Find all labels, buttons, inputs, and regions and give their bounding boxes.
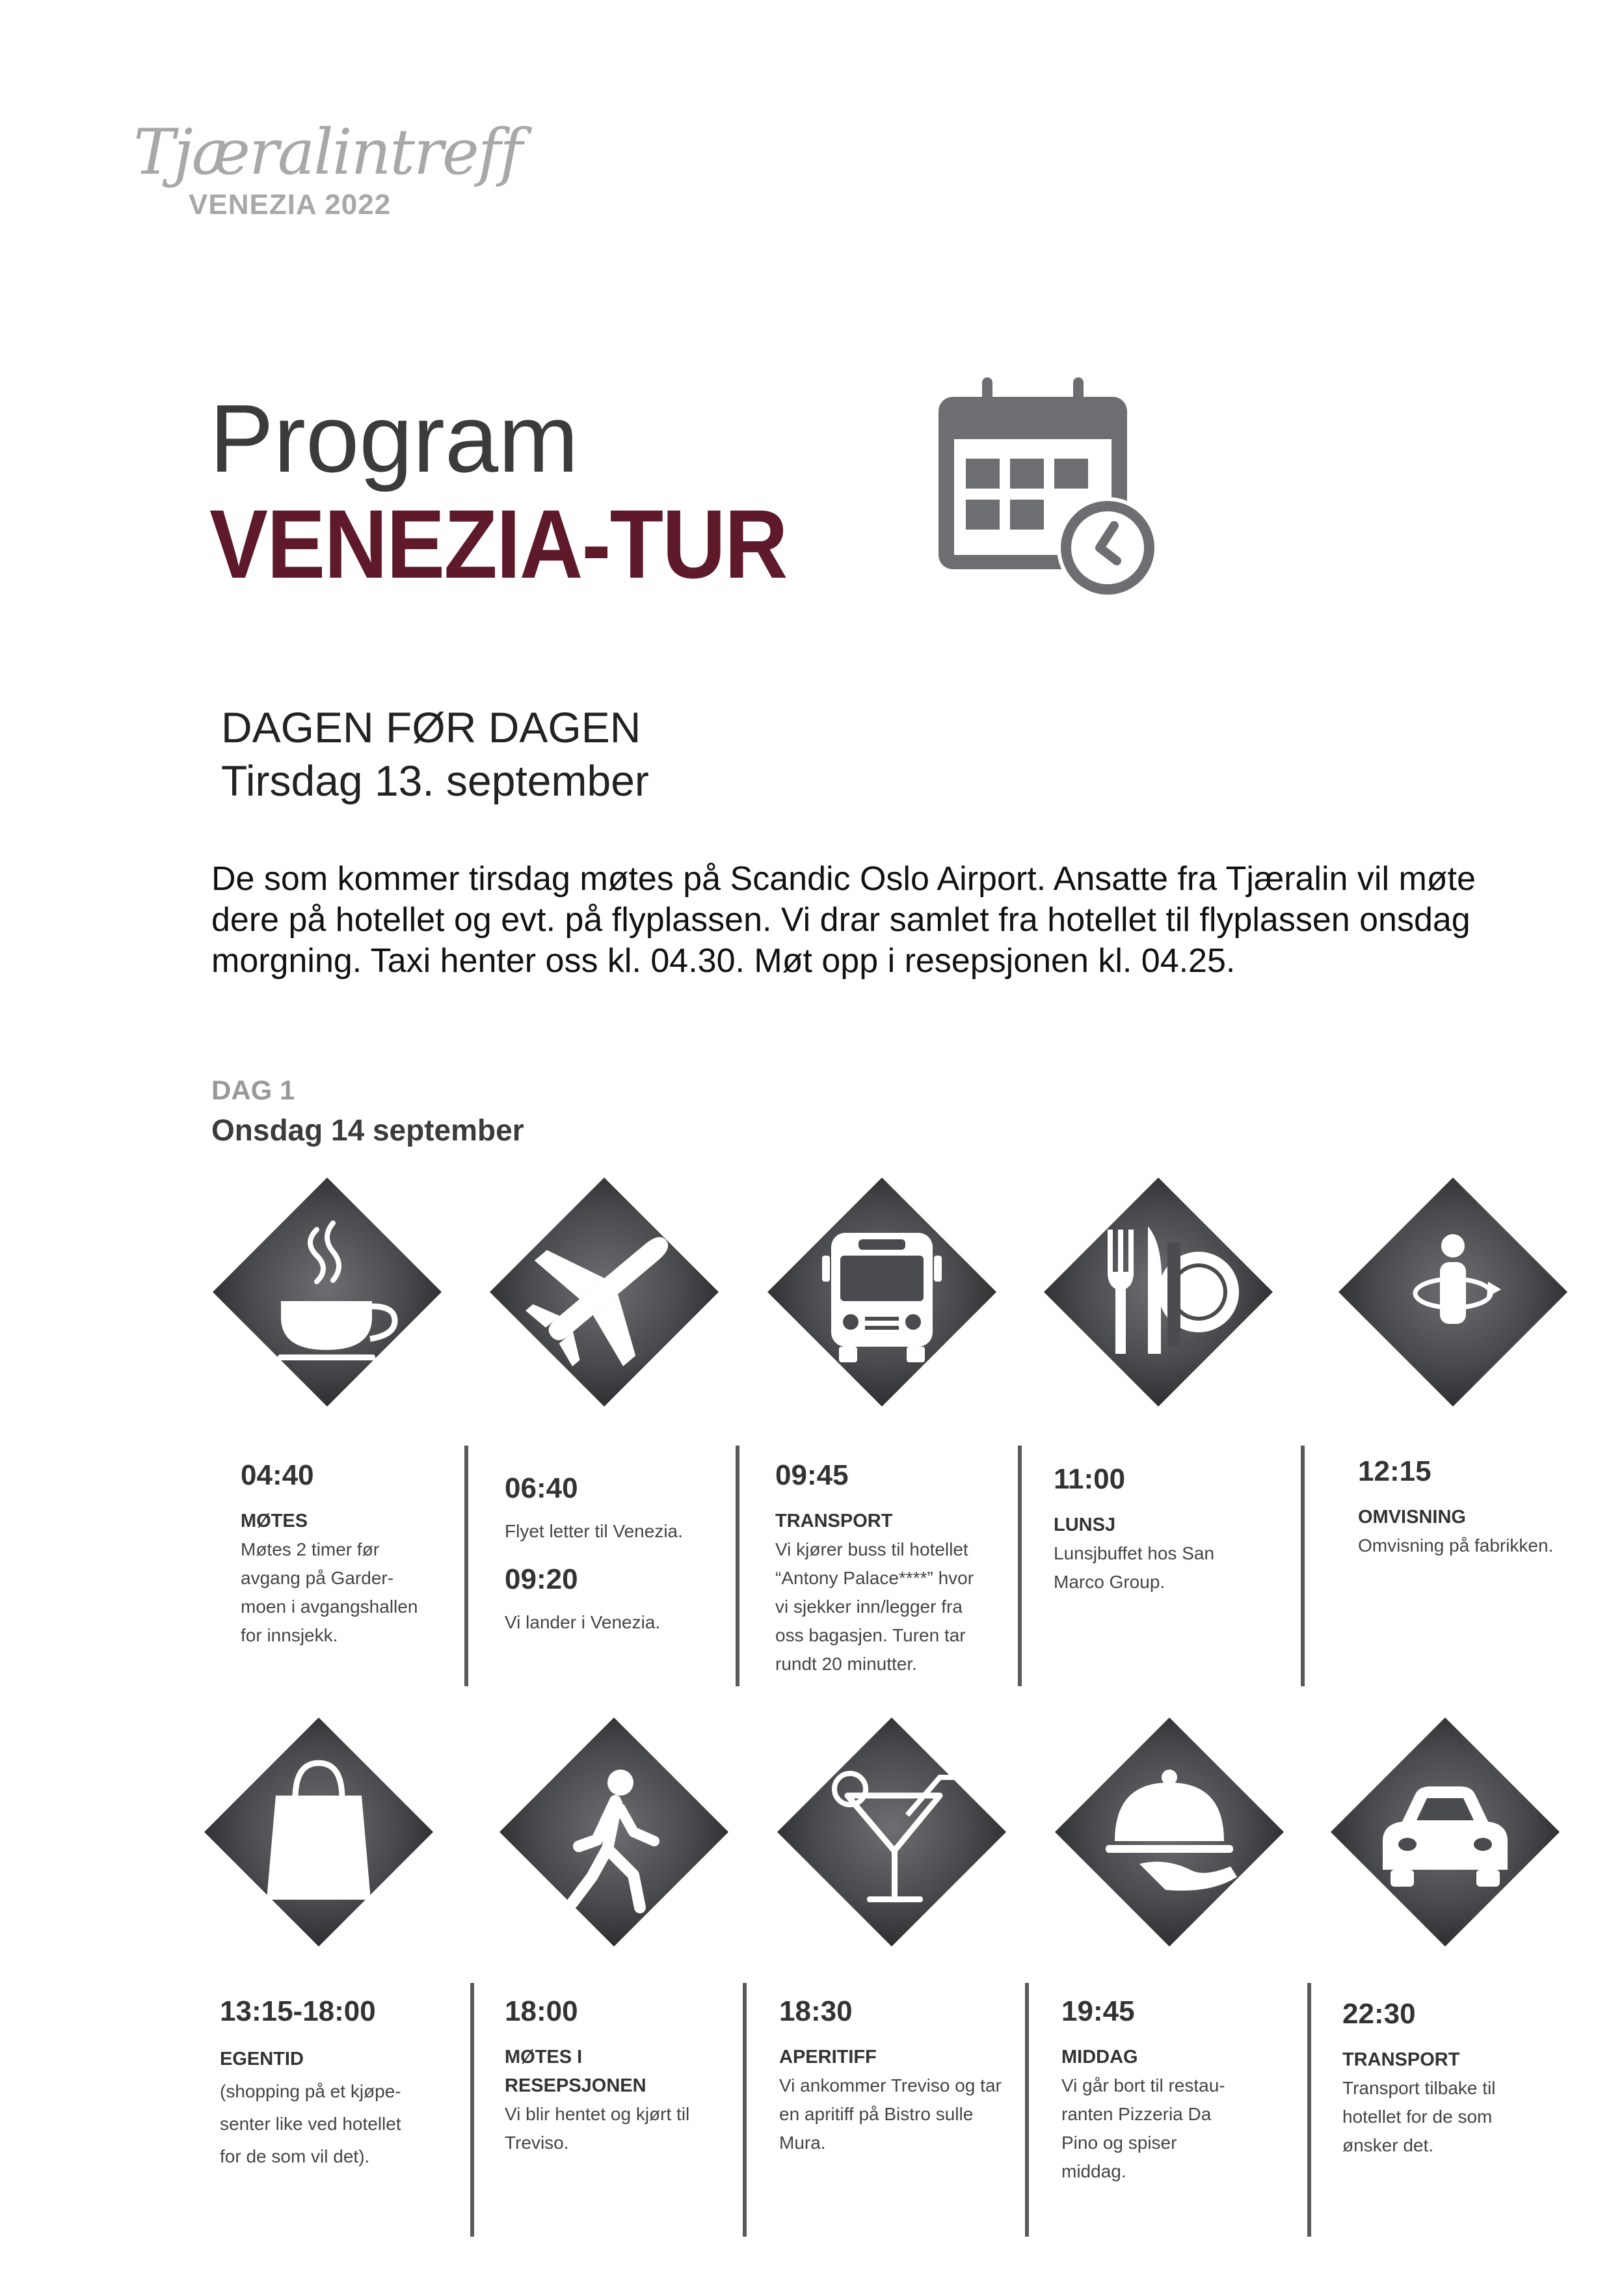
pre-day-heading: DAGEN FØR DAGEN (221, 703, 641, 751)
event-heading: TRANSPORT (775, 1511, 893, 1531)
event-time-2: 09:20 (505, 1563, 578, 1595)
bus-icon (767, 1178, 996, 1407)
shopping-bag-icon (204, 1717, 433, 1946)
event-heading: EGENTID (220, 2049, 304, 2069)
divider (470, 1983, 474, 2237)
person-tour-icon (1338, 1178, 1567, 1407)
event-2230 (1342, 1997, 1577, 2160)
event-1100 (1054, 1462, 1288, 1596)
event-body: Omvisning på fabrikken. (1358, 1535, 1554, 1556)
event-body: Lunsjbuffet hos San Marco Group. (1054, 1543, 1215, 1592)
car-icon (1331, 1717, 1560, 1946)
coffee-cup-icon (213, 1178, 442, 1407)
pre-day-date: Tirsdag 13. september (221, 757, 649, 805)
divider (743, 1983, 747, 2237)
event-heading: OMVISNING (1358, 1507, 1466, 1528)
walking-person-icon (499, 1717, 728, 1946)
event-body: Flyet letter til Venezia. (505, 1521, 683, 1541)
event-heading: TRANSPORT (1342, 2049, 1460, 2070)
logo-subtitle: VENEZIA 2022 (189, 189, 392, 221)
pre-day-text: De som kommer tirsdag møtes på Scandic Oslo Airport. Ansatte fra Tjæralin vil møte dere på hotellet og evt. på flyplassen. Vi drar samlet fra hotellet til flyplassen onsdag morgning. Taxi henter oss kl. 04.30. Møt opp i resepsjonen kl. 04.25. (211, 860, 1476, 980)
divider (736, 1446, 739, 1686)
event-heading: MØTES (241, 1511, 308, 1531)
event-body: Transport tilbake til hotellet for de som ønsker det. (1342, 2078, 1496, 2155)
day-date: Onsdag 14 september (211, 1113, 524, 1147)
event-body: Vi ankommer Treviso og tar en apritiff på Bistro sulle Mura. (779, 2075, 1002, 2153)
event-0400 (241, 1459, 449, 1650)
airplane-icon (490, 1178, 719, 1407)
event-body: Vi blir hentet og kjørt til Treviso. (505, 2104, 690, 2153)
event-time: 12:15 (1358, 1455, 1431, 1487)
event-body-2: Vi lander i Venezia. (505, 1612, 661, 1632)
event-heading: APERITIFF (779, 2047, 877, 2068)
event-1945 (1061, 1995, 1296, 2186)
event-time: 18:00 (505, 1995, 578, 2027)
cutlery-plate-icon (1044, 1178, 1273, 1407)
calendar-clock-icon (933, 377, 1167, 612)
event-time: 19:45 (1061, 1995, 1135, 2027)
divider (1301, 1446, 1305, 1686)
event-1215 (1358, 1455, 1592, 1560)
page-subtitle: VENEZIA-TUR (209, 489, 787, 599)
event-time: 04:40 (241, 1459, 314, 1491)
event-time: 11:00 (1054, 1463, 1126, 1495)
logo-script: Tjæralintreff (133, 116, 522, 189)
event-body: Møtes 2 timer før avgang på Garder- moen i avgangshallen for innsjekk. (241, 1539, 418, 1645)
event-1315 (220, 1995, 454, 2173)
event-time: 18:30 (779, 1995, 853, 2027)
page-title: Program (209, 385, 579, 492)
event-body: Vi kjører buss til hotellet “Antony Palace****” hvor vi sjekker inn/legger fra oss bagasjen. Turen tar rundt 20 minutter. (775, 1539, 974, 1674)
event-time: 06:40 (505, 1472, 578, 1504)
event-1830 (779, 1995, 1026, 2157)
divider (1307, 1983, 1311, 2237)
event-heading: LUNSJ (1054, 1515, 1116, 1535)
day-label: DAG 1 (211, 1075, 295, 1105)
event-0640 (505, 1472, 726, 1637)
divider (1018, 1446, 1022, 1686)
event-heading: MØTES I RESEPSJONEN (505, 2047, 646, 2096)
event-time: 09:45 (775, 1459, 849, 1491)
event-body: (shopping på et kjøpe- senter like ved hotellet for de som vil det). (220, 2081, 401, 2166)
cloche-icon (1055, 1717, 1284, 1946)
event-time: 13:15-18:00 (220, 1995, 376, 2027)
event-1800 (505, 1995, 739, 2157)
event-body: Vi går bort til restau- ranten Pizzeria Da Pino og spiser middag. (1061, 2075, 1225, 2181)
event-0945 (775, 1459, 1009, 1678)
event-heading: MIDDAG (1061, 2047, 1138, 2068)
cocktail-icon (777, 1717, 1006, 1946)
event-time: 22:30 (1342, 1998, 1416, 2030)
divider (464, 1446, 468, 1686)
